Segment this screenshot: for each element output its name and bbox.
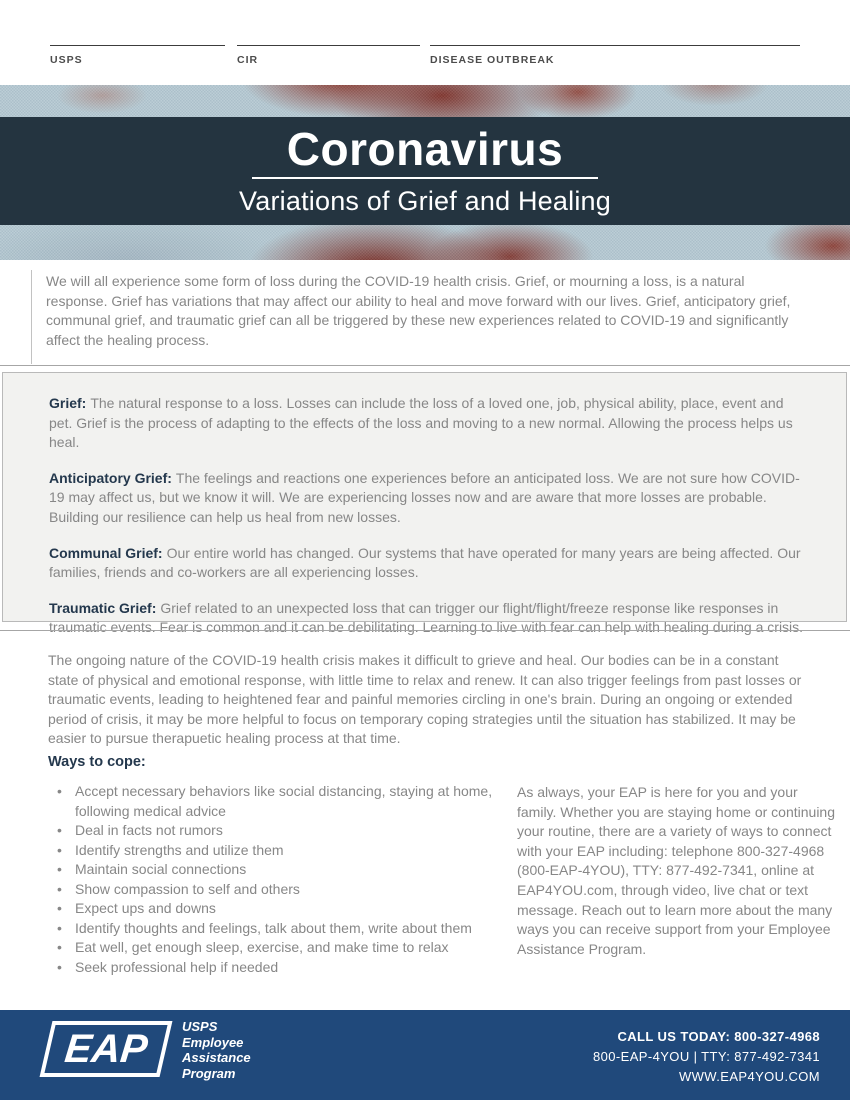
footer-call-today: CALL US TODAY: 800-327-4968 (617, 1029, 820, 1044)
ways-to-cope-list (48, 782, 500, 977)
eap-caption-line: Program (182, 1065, 236, 1081)
definition-grief-term: Grief: (49, 395, 87, 411)
eap-info-paragraph: As always, your EAP is here for you and your family. Whether you are staying home or continuing your routine, there are a variety of ways to connect with your EAP including: telephone 800-327-4968 (800-EAP-4YOU), TTY: 877-492-7341, online at EAP4YOU.com, through video, live chat or text message. Reach out to learn more about the many ways you can receive support from your Employee Assistance Program. (517, 784, 836, 957)
page-subtitle: Variations of Grief and Healing (239, 186, 611, 216)
definition-anticipatory-grief (49, 469, 806, 528)
header-field-cir (237, 45, 420, 66)
footer-phone-line: 800-EAP-4YOU | TTY: 877-492-7341 (593, 1049, 820, 1064)
list-item: • Expect ups and downs (48, 899, 500, 919)
definition-communal-grief (49, 544, 806, 583)
list-item: • Deal in facts not rumors (48, 821, 500, 841)
header-field-usps-label: USPS (50, 54, 83, 66)
list-item: • Maintain social connections (48, 860, 500, 880)
definition-traumatic-grief-text: Grief related to an unexpected loss that can trigger our flight/flight/freeze response like responses in traumatic events. Fear is common and it can be debilitating. Learning to live with fear can help with healing during a crisis. (49, 599, 804, 636)
section-divider-top (0, 365, 850, 366)
definition-grief (49, 394, 806, 453)
definition-traumatic-grief (49, 599, 806, 638)
title-underline (252, 177, 598, 179)
definition-communal-grief-term: Communal Grief: (49, 544, 163, 561)
footer (0, 1010, 850, 1100)
definition-traumatic-grief-term: Traumatic Grief: (49, 599, 157, 616)
definition-anticipatory-grief-term: Anticipatory Grief: (49, 469, 172, 486)
intro-paragraph: We will all experience some form of loss during the COVID-19 health crisis. Grief, or mourning a loss, is a natural response. Grief has variations that may affect our ability to heal and move forward with our lives. Grief, anticipatory grief, communal grief, and traumatic grief can all be triggered by these new experiences related to COVID-19 and significantly affect the healing process. (46, 273, 791, 348)
header-field-disease-outbreak (430, 45, 800, 66)
header-field-usps (50, 45, 225, 66)
header-field-cir-label: CIR (237, 54, 259, 66)
ways-to-cope-heading: Ways to cope: (48, 754, 146, 770)
grief-definitions-box (2, 372, 847, 636)
page-title: Coronavirus (286, 123, 564, 175)
body-paragraph: The ongoing nature of the COVID-19 health crisis makes it difficult to grieve and heal. Our bodies can be in a constant state of physical and emotional response, with little time to relax and renew. It can also trigger feelings from past losses or traumatic events, leading to heightened fear and painful memories circling in one's brain. During an ongoing or extended period of crisis, it may be more helpful to focus on temporary coping strategies until the situation has stabilized. It may be easier to pursue therapuetic healing process at that time. (48, 652, 802, 747)
definition-communal-grief-text: Our entire world has changed. Our systems that have operated for many years are being affected. Our families, friends and co-workers are all experiencing losses. (49, 544, 801, 581)
eap-logo-text: EAP (62, 1027, 150, 1071)
list-item: • Seek professional help if needed (48, 958, 500, 978)
list-item: • Show compassion to self and others (48, 880, 500, 900)
eap-caption-line: Employee (182, 1034, 244, 1050)
eap-logo-caption (182, 1019, 251, 1081)
list-item: • Identify thoughts and feelings, talk about them, write about them (48, 919, 500, 939)
banner-title-band (0, 117, 850, 225)
eap-caption-line: USPS (182, 1019, 218, 1034)
header-field-disease-outbreak-label: DISEASE OUTBREAK (430, 54, 555, 66)
list-item: • Identify strengths and utilize them (48, 841, 500, 861)
section-divider-bottom (0, 630, 850, 631)
eap-logo (40, 1021, 173, 1077)
intro-left-rule (31, 270, 32, 364)
footer-website: WWW.EAP4YOU.COM (678, 1069, 820, 1084)
banner-texture (0, 85, 850, 260)
eap-caption-line: Assistance (182, 1050, 251, 1065)
list-item: • Eat well, get enough sleep, exercise, and make time to relax (48, 938, 500, 958)
list-item: • Accept necessary behaviors like social distancing, staying at home, following medical advice (48, 782, 500, 821)
definition-anticipatory-grief-text: The feelings and reactions one experiences before an anticipated loss. We are not sure how COVID-19 may affect us, but we know it will. We are experiencing losses now and are aware that more losses are probable. Building our resilience can help us heal from new losses. (49, 469, 800, 525)
definition-grief-text: The natural response to a loss. Losses can include the loss of a loved one, job, physical ability, place, event and pet. Grief is the process of adapting to the effects of the loss and moving to a new normal. Allowing the process helps us heal. (49, 395, 793, 451)
footer-contact-block (593, 1027, 820, 1087)
